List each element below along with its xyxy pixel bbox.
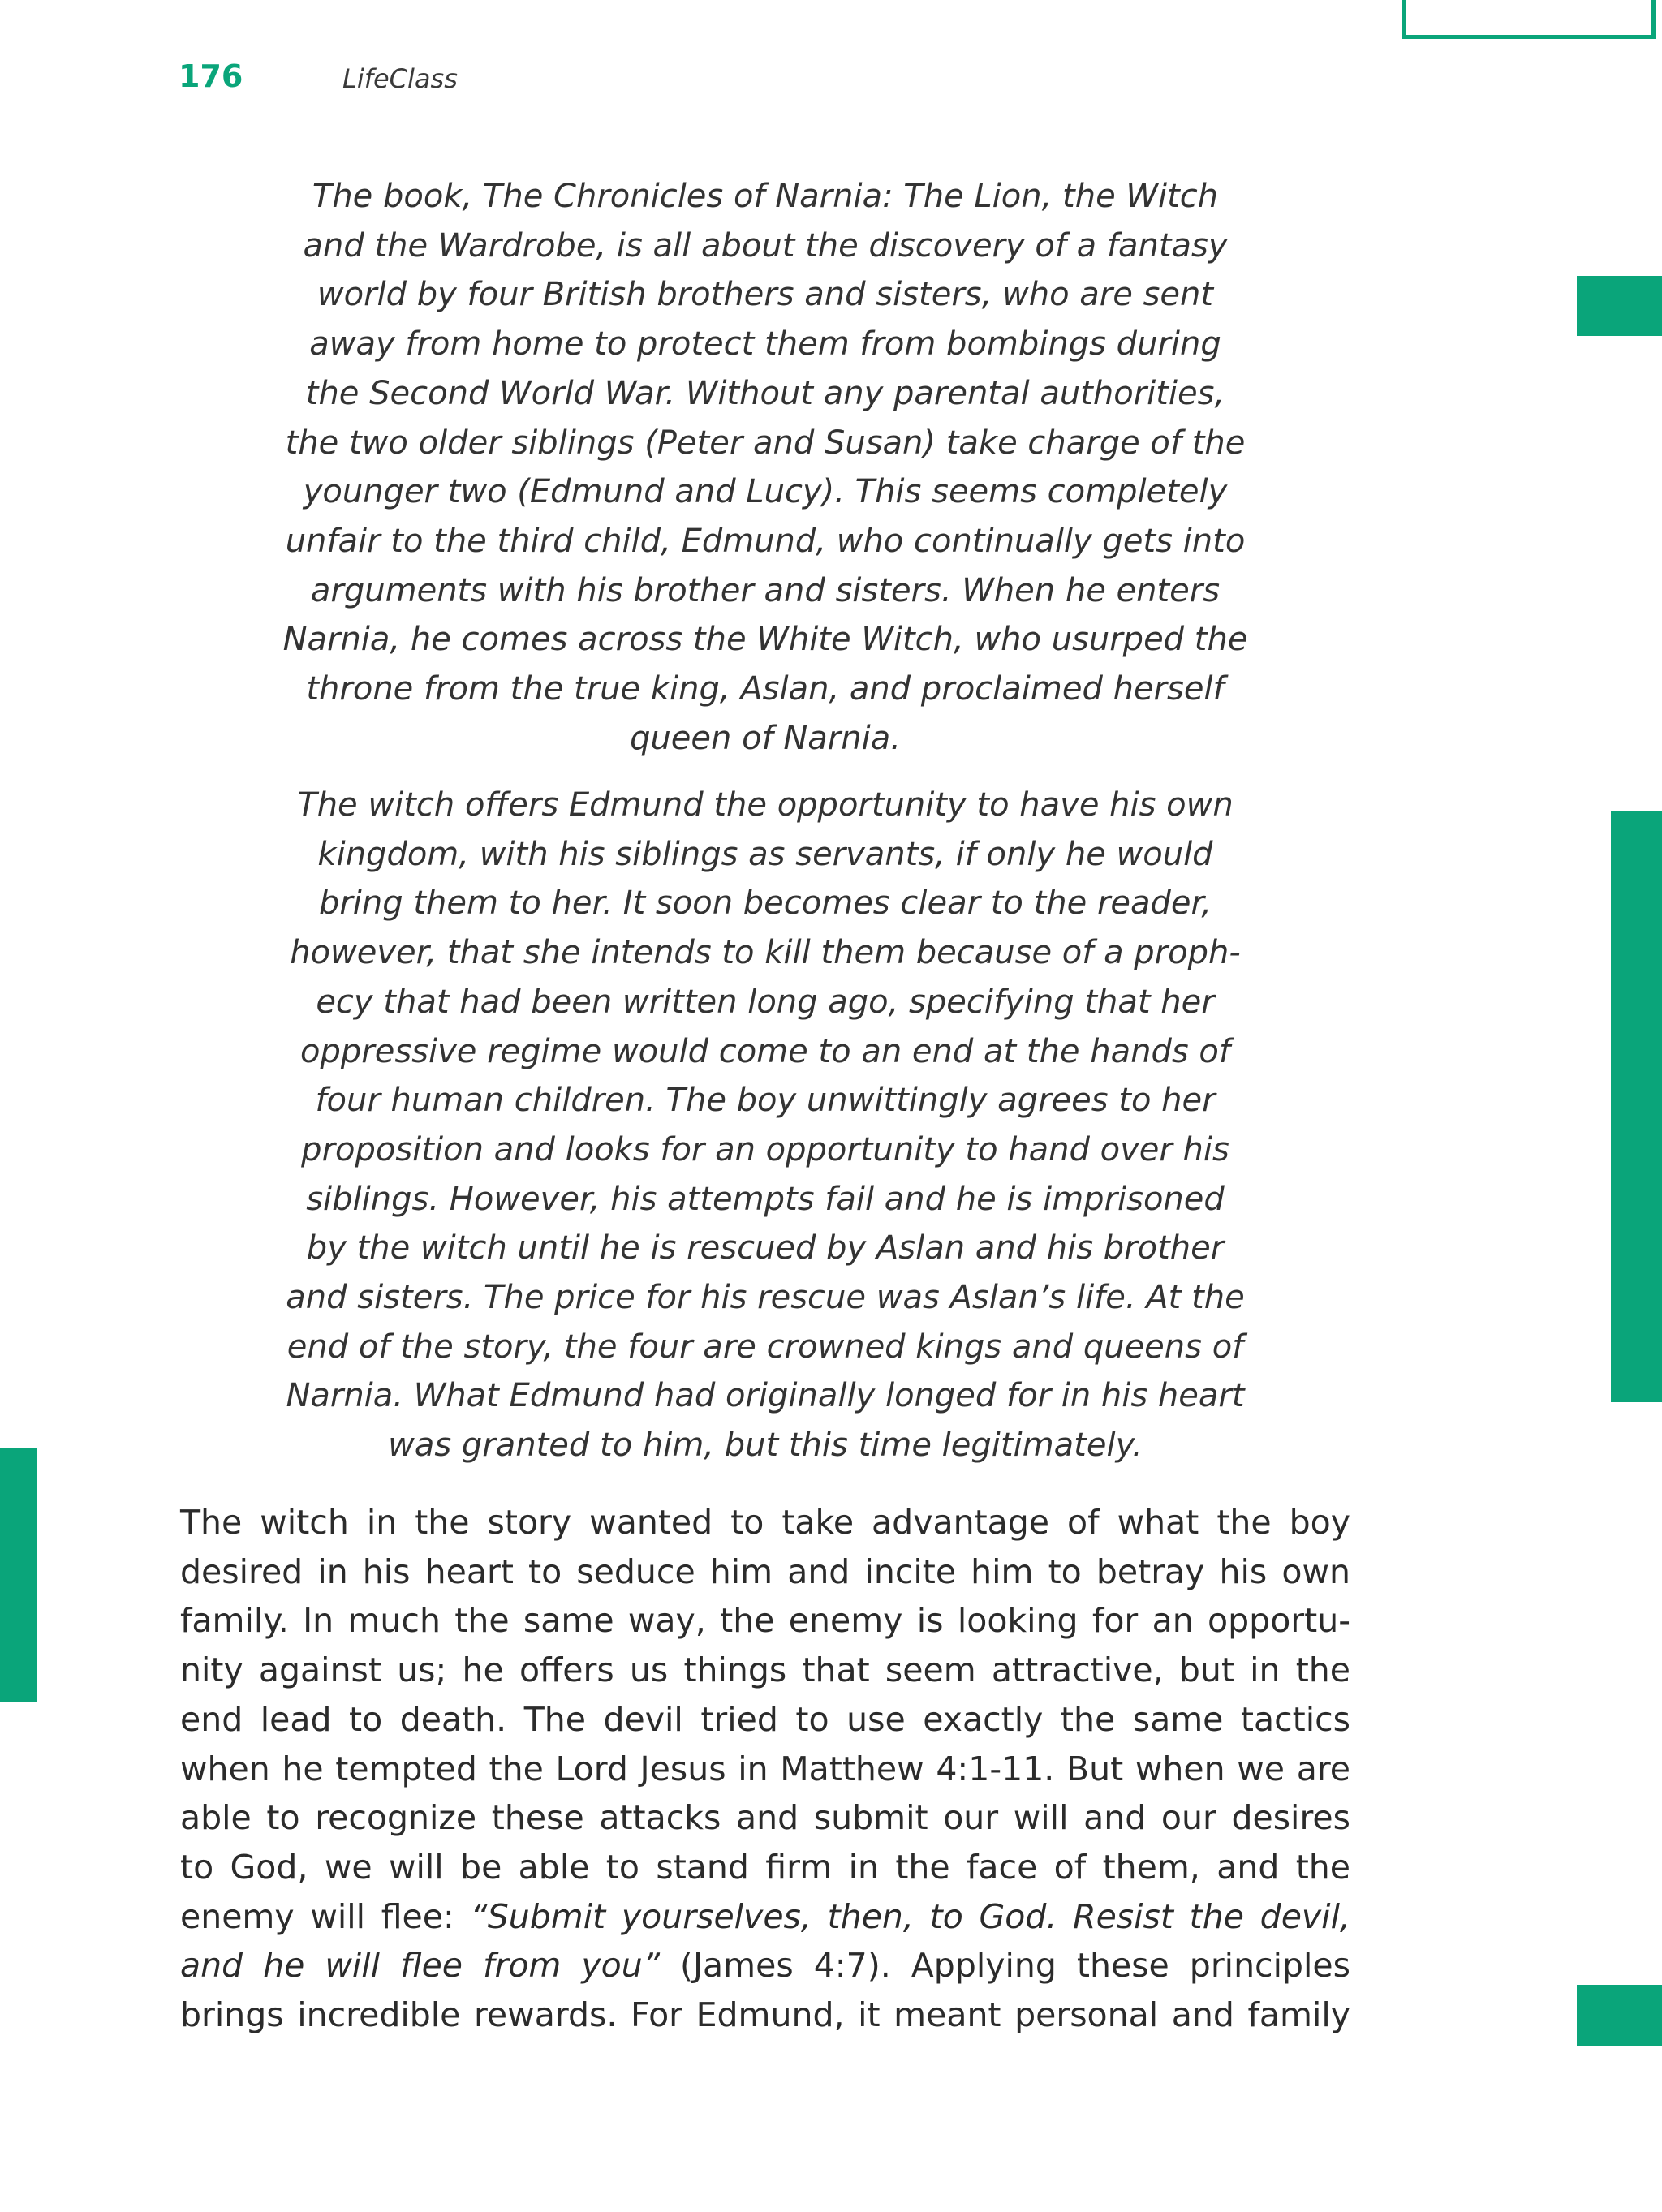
- body-line: desired in his heart to seduce him and incite him to betray his own: [180, 1551, 1350, 1591]
- quote-line: proposition and looks for an opportunity to hand over his: [301, 1130, 1229, 1168]
- quote-line: away from home to protect them from bombings during: [309, 325, 1221, 364]
- body-line: end lead to death. The devil tried to use exactly the same tactics: [180, 1699, 1350, 1739]
- quote-line: unfair to the third child, Edmund, who continually gets into: [285, 522, 1246, 560]
- body-line-with-quote: [180, 1941, 1350, 1990]
- body-text-fragment: (James 4:7). Applying these principles: [659, 1946, 1350, 1986]
- scripture-quote: “Submit yourselves, then, to God. Resist the devil,: [470, 1896, 1350, 1936]
- quote-paragraph-1: [258, 172, 1272, 763]
- corner-tab-outline: [1402, 0, 1656, 39]
- quote-line: however, that she intends to kill them because of a proph-: [290, 934, 1241, 972]
- quote-line: ecy that had been written long ago, specifying that her: [316, 983, 1215, 1021]
- quote-paragraph-2: [258, 781, 1272, 1470]
- running-head: LifeClass: [342, 63, 458, 94]
- body-text-fragment: enemy will flee:: [180, 1896, 471, 1936]
- body-line: brings incredible rewards. For Edmund, it meant personal and family: [180, 1995, 1350, 2035]
- page-number: 176: [179, 58, 243, 94]
- quote-line: oppressive regime would come to an end at the hands of: [300, 1032, 1230, 1070]
- quote-line: arguments with his brother and sisters. When he enters: [310, 571, 1221, 609]
- quote-line: and the Wardrobe, is all about the discovery of a fantasy: [303, 226, 1228, 265]
- scripture-quote: and he will flee from you”: [180, 1946, 660, 1986]
- quote-line: Narnia. What Edmund had originally longed for in his heart: [286, 1377, 1245, 1415]
- quote-line: and sisters. The price for his rescue was Aslan’s life. At the: [286, 1279, 1245, 1317]
- quote-line: younger two (Edmund and Lucy). This seems completely: [303, 473, 1228, 511]
- quote-line: throne from the true king, Aslan, and proclaimed herself: [306, 670, 1225, 708]
- quote-line: bring them to her. It soon becomes clear to the reader,: [318, 884, 1212, 923]
- body-line-with-quote: [180, 1892, 1350, 1942]
- right-edge-tab-top: [1577, 276, 1662, 336]
- quote-line: siblings. However, his attempts fail and he is imprisoned: [306, 1180, 1225, 1218]
- body-line: family. In much the same way, the enemy is looking for an opportu-: [180, 1601, 1350, 1641]
- body-line: to God, we will be able to stand firm in the face of them, and the: [180, 1847, 1350, 1887]
- body-line: when he tempted the Lord Jesus in Matthew 4:1-11. But when we are: [180, 1749, 1350, 1788]
- body-line: nity against us; he offers us things that seem attractive, but in the: [180, 1650, 1350, 1690]
- quote-line: Narnia, he comes across the White Witch, who usurped the: [282, 621, 1248, 659]
- quote-line: the Second World War. Without any parental authorities,: [305, 374, 1225, 412]
- body-line: The witch in the story wanted to take advantage of what the boy: [180, 1503, 1350, 1542]
- right-edge-tab-bottom: [1577, 1985, 1662, 2046]
- quote-line: end of the story, the four are crowned kings and queens of: [286, 1328, 1244, 1366]
- quote-line: four human children. The boy unwittingly agrees to her: [315, 1082, 1216, 1120]
- quote-line: was granted to him, but this time legitimately.: [388, 1427, 1143, 1465]
- quote-line: The book, The Chronicles of Narnia: The Lion, the Witch: [312, 178, 1219, 215]
- quote-line: queen of Narnia.: [630, 719, 901, 757]
- body-paragraph: [180, 1498, 1350, 2040]
- quote-line: kingdom, with his siblings as servants, if only he would: [317, 835, 1213, 873]
- quote-line: by the witch until he is rescued by Aslan and his brother: [306, 1229, 1225, 1267]
- right-edge-tab-middle: [1611, 811, 1662, 1402]
- left-edge-tab: [0, 1448, 37, 1702]
- quote-line: world by four British brothers and sisters, who are sent: [316, 276, 1214, 314]
- quote-line: the two older siblings (Peter and Susan) take charge of the: [285, 424, 1246, 462]
- body-line: able to recognize these attacks and submit our will and our desires: [180, 1798, 1350, 1838]
- quote-line: The witch offers Edmund the opportunity to have his own: [297, 786, 1234, 824]
